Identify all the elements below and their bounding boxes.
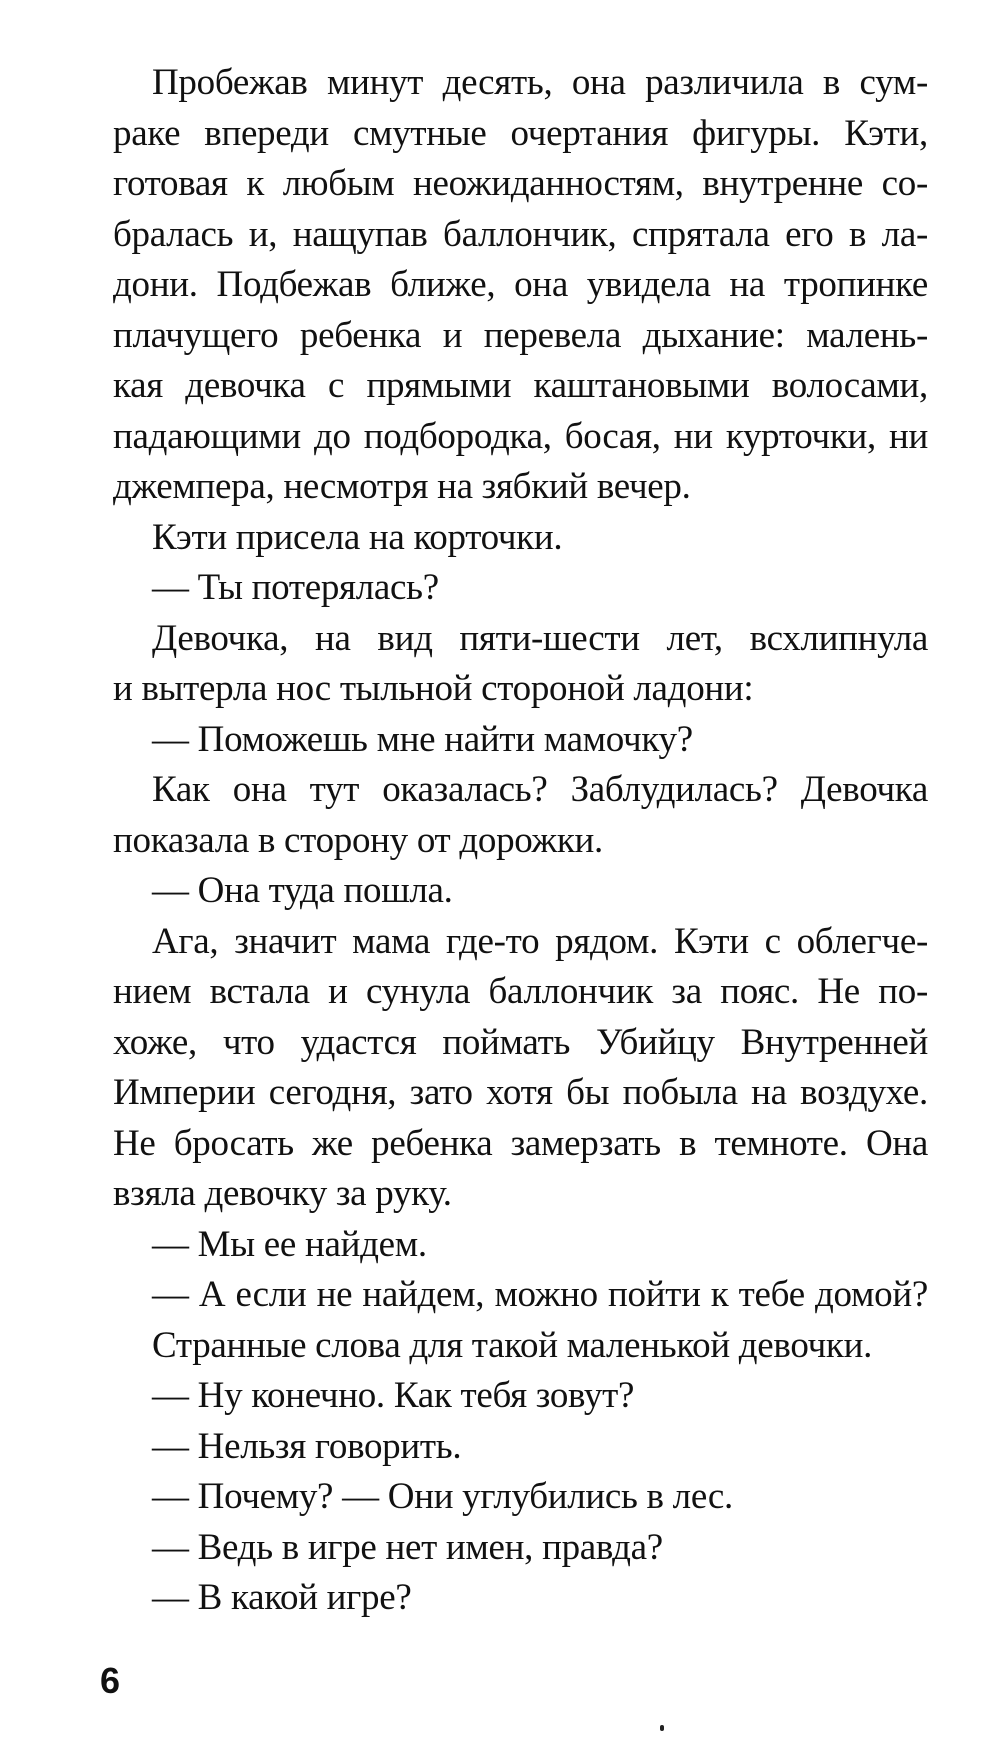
text-line: раке впереди смутные очертания фигуры. Кэти,: [113, 112, 928, 154]
text-line: взяла девочку за руку.: [113, 1173, 452, 1214]
text-line: — Поможешь мне найти мамочку?: [152, 718, 693, 760]
text-line: плачущего ребенка и перевела дыхание: малень-: [113, 314, 928, 356]
text-line: — Мы ее найдем.: [152, 1223, 427, 1265]
text-line: — Ну конечно. Как тебя зовут?: [152, 1375, 635, 1416]
text-line: дони. Подбежав ближе, она увидела на тропинке: [113, 264, 928, 305]
book-page-text: [113, 58, 928, 1624]
text-line: бралась и, нащупав баллончик, спрятала его в ла-: [113, 213, 928, 255]
text-line: — А если не найдем, можно пойти к тебе домой?: [152, 1274, 928, 1315]
text-line: Странные слова для такой маленькой девочки.: [152, 1324, 873, 1366]
text-line: Как она тут оказалась? Заблудилась? Девочка: [152, 769, 928, 810]
text-line: Пробежав минут десять, она различила в сум-: [152, 62, 928, 103]
text-line: хоже, что удастся поймать Убийцу Внутренней: [113, 1021, 928, 1063]
text-line: — Ведь в игре нет имен, правда?: [152, 1526, 663, 1568]
text-line: Кэти присела на корточки.: [152, 516, 563, 558]
text-line: нием встала и сунула баллончик за пояс. Не по-: [113, 971, 928, 1012]
text-line: — В какой игре?: [152, 1577, 412, 1618]
text-line: — Ты потерялась?: [152, 567, 439, 608]
scan-speck: [660, 1725, 664, 1731]
text-line: готовая к любым неожиданностям, внутренне со-: [113, 163, 928, 204]
text-line: — Почему? — Они углубились в лес.: [152, 1476, 733, 1517]
text-line: Девочка, на вид пяти-шести лет, всхлипнула: [152, 617, 928, 659]
text-line: — Она туда пошла.: [152, 870, 453, 911]
text-line: и вытерла нос тыльной стороной ладони:: [113, 668, 754, 709]
text-line: — Нельзя говорить.: [152, 1425, 462, 1467]
page-number: 6: [100, 1660, 121, 1701]
text-line: кая девочка с прямыми каштановыми волосами,: [113, 365, 928, 406]
text-line: показала в сторону от дорожки.: [113, 819, 603, 861]
text-line: Империи сегодня, зато хотя бы побыла на воздухе.: [113, 1072, 928, 1113]
text-line: Ага, значит мама где-то рядом. Кэти с облегче-: [152, 920, 928, 962]
text-line: падающими до подбородка, босая, ни курточки, ни: [113, 415, 928, 457]
text-line: джемпера, несмотря на зябкий вечер.: [113, 466, 691, 507]
text-line: Не бросать же ребенка замерзать в темноте. Она: [113, 1122, 928, 1164]
